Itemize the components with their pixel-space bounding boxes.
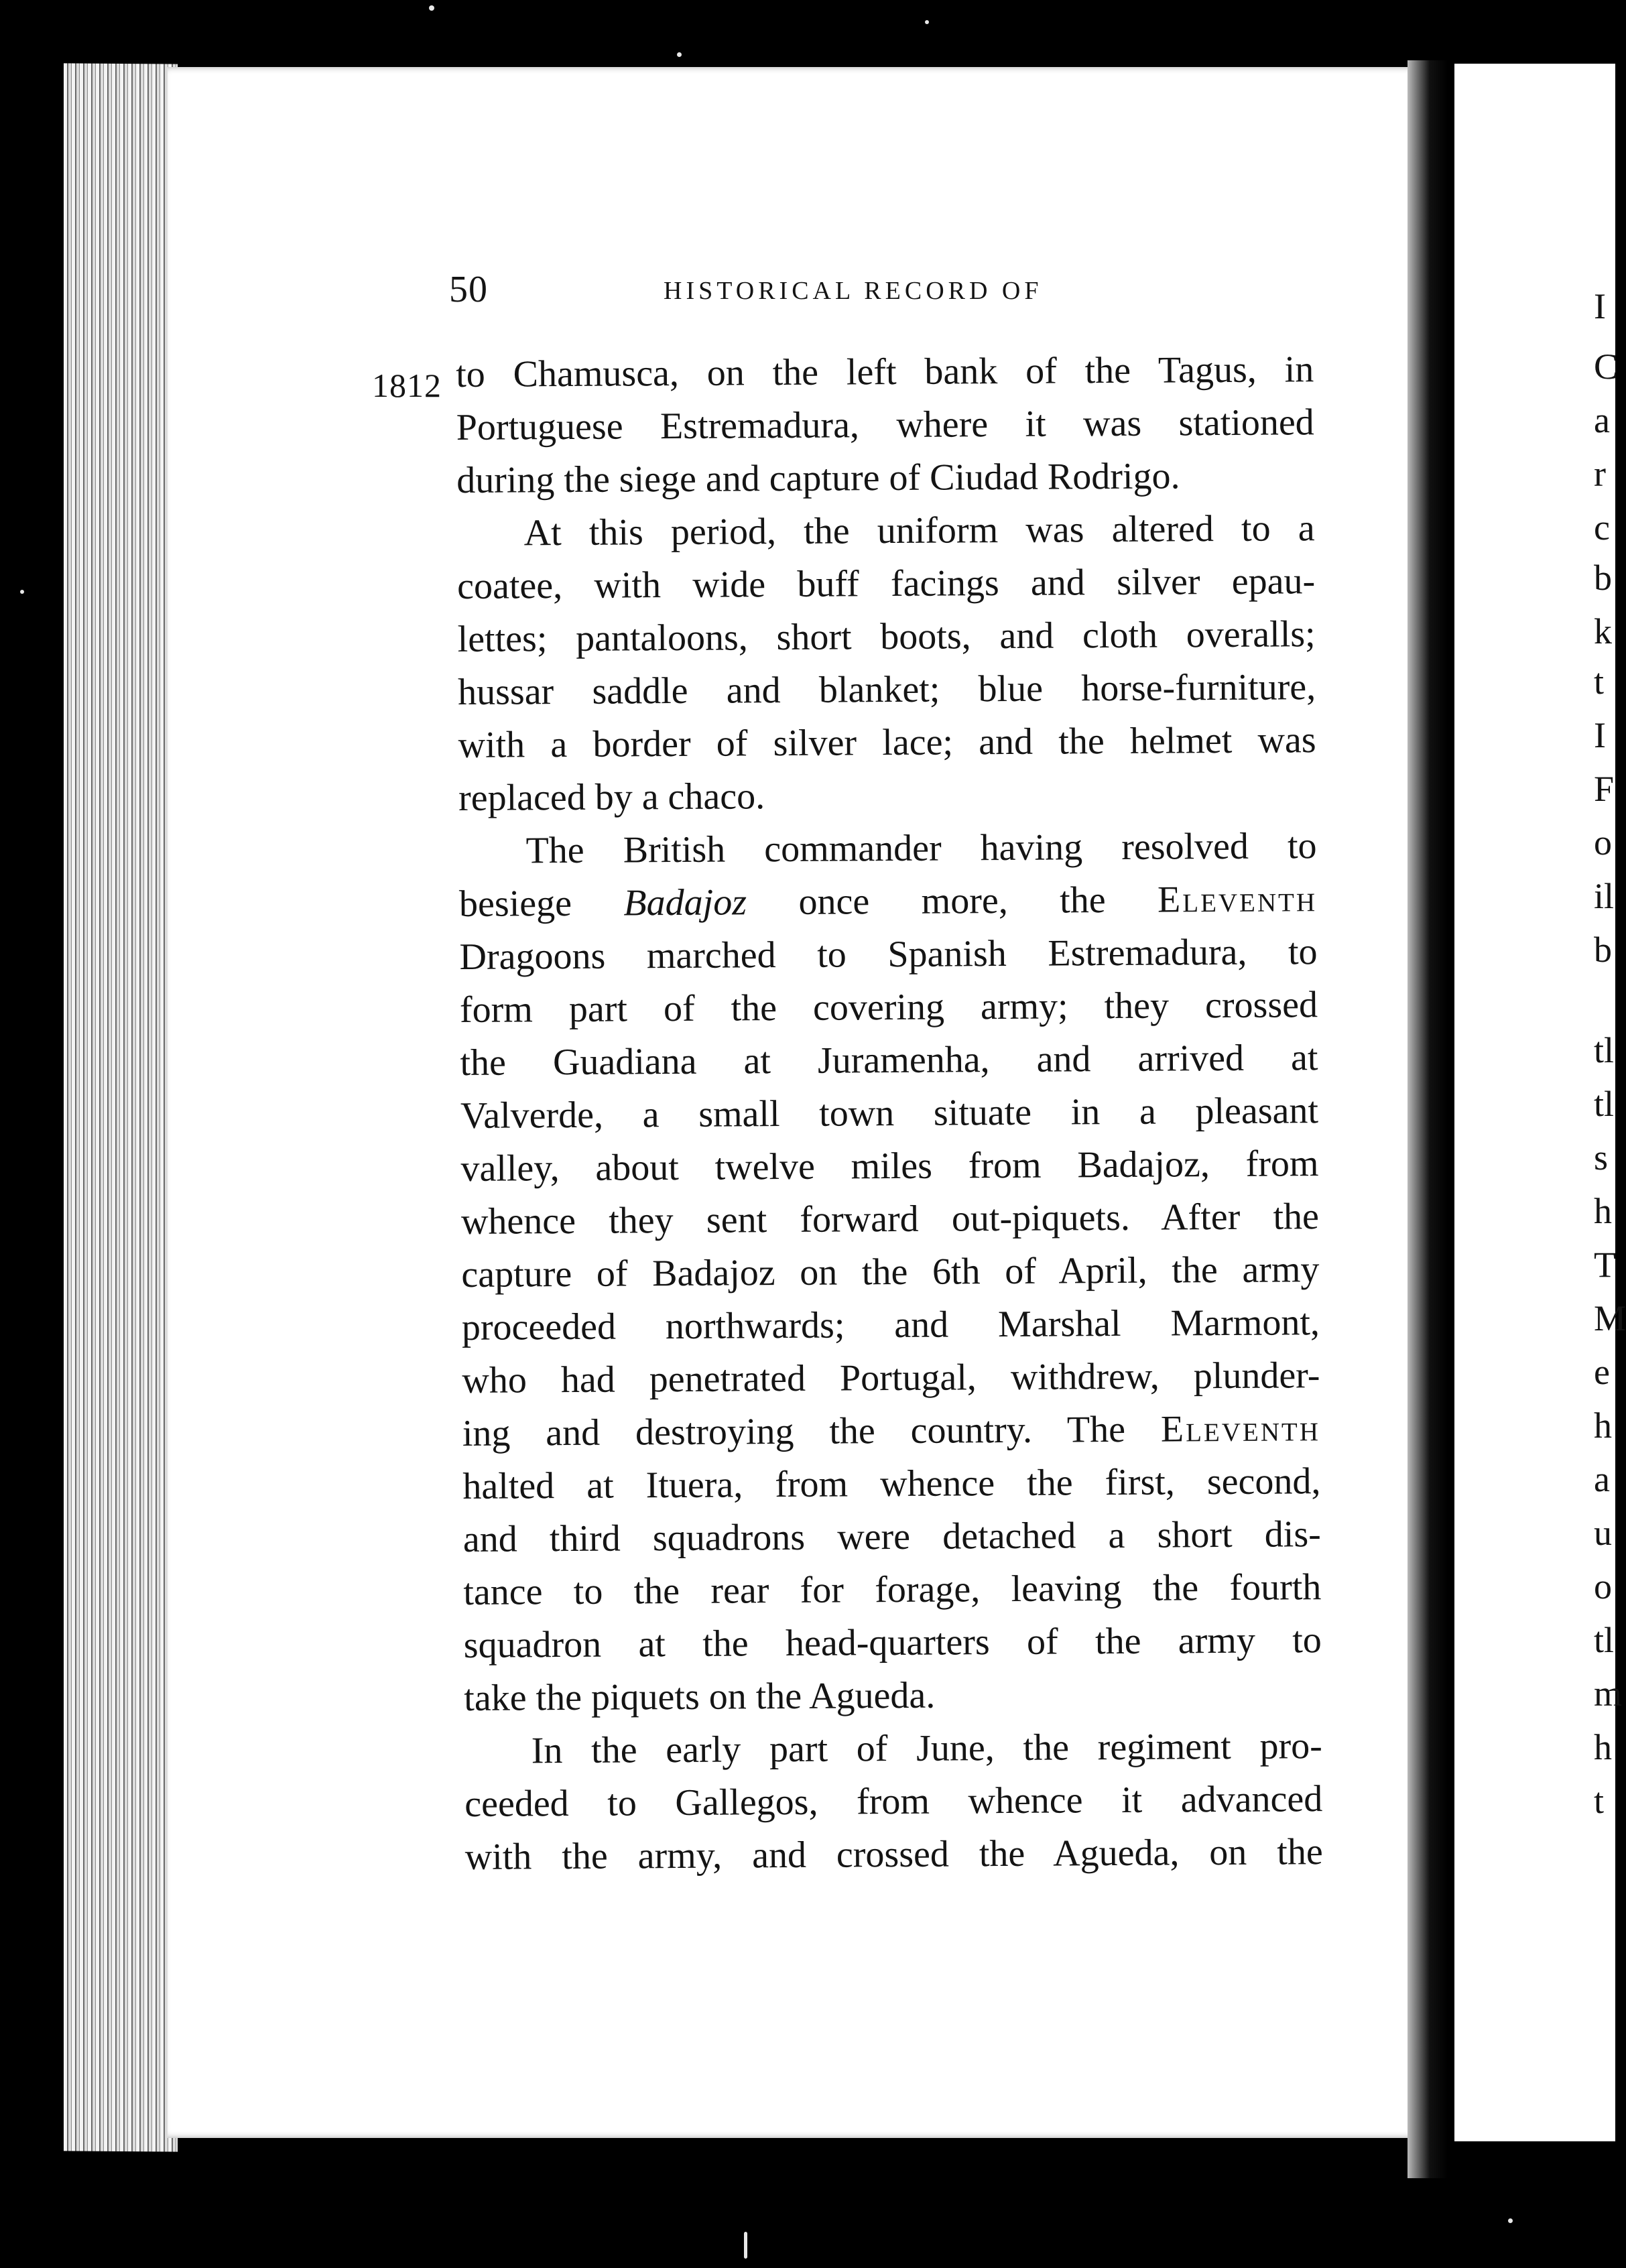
facing-page-fragment: I bbox=[1594, 286, 1606, 326]
spine-shadow bbox=[1408, 60, 1448, 2178]
text-line: replaced by a chaco. bbox=[458, 775, 765, 819]
running-title: HISTORICAL RECORD OF bbox=[664, 277, 1043, 305]
text-line: with a border of silver lace; and the helmet was bbox=[458, 719, 1316, 766]
text-line: hussar saddle and blanket; blue horse-furniture, bbox=[457, 666, 1316, 713]
facing-page-fragment: m bbox=[1594, 1674, 1623, 1714]
facing-page-fragment: e bbox=[1594, 1352, 1610, 1392]
dust-speck bbox=[677, 52, 682, 57]
facing-page-fragment: k bbox=[1594, 611, 1612, 651]
text-line: to Chamusca, on the left bank of the Tagus, in bbox=[456, 349, 1314, 395]
text-line: proceeded northwards; and Marshal Marmont, bbox=[461, 1302, 1320, 1348]
text-line: form part of the covering army; they crossed bbox=[459, 984, 1318, 1031]
text-line: take the piquets on the Agueda. bbox=[464, 1674, 936, 1719]
text-line bbox=[462, 1402, 1320, 1460]
dust-speck bbox=[744, 2232, 747, 2259]
facing-page-fragment: h bbox=[1594, 1405, 1612, 1446]
facing-page-fragment: t bbox=[1594, 1781, 1605, 1821]
text-line: In the early part of June, the regiment pro- bbox=[531, 1725, 1322, 1772]
text-line: squadron at the head-quarters of the army to bbox=[463, 1619, 1322, 1666]
dust-speck bbox=[20, 590, 24, 594]
dust-speck bbox=[1508, 2218, 1513, 2223]
text-line: with the army, and crossed the Agueda, on the bbox=[464, 1831, 1323, 1878]
text-line: valley, about twelve miles from Badajoz, from bbox=[460, 1143, 1319, 1190]
facing-page-fragment: a bbox=[1594, 400, 1610, 440]
page-edges bbox=[64, 63, 178, 2151]
dust-speck bbox=[925, 20, 929, 24]
facing-page bbox=[1454, 64, 1626, 2141]
facing-page-fragment: t bbox=[1594, 662, 1605, 702]
facing-page-fragment: u bbox=[1594, 1513, 1612, 1553]
text-line: The British commander having resolved to bbox=[525, 825, 1317, 872]
facing-page-fragment: h bbox=[1594, 1727, 1612, 1767]
facing-page-fragment: b bbox=[1594, 558, 1612, 598]
body-text bbox=[456, 343, 1323, 1884]
text-fragment: once more, the bbox=[798, 879, 1106, 923]
running-head bbox=[449, 268, 1361, 315]
text-line: the Guadiana at Juramenha, and arrived at bbox=[460, 1037, 1318, 1084]
text-line: Dragoons marched to Spanish Estremadura, to bbox=[459, 931, 1318, 978]
facing-page-fragment: M bbox=[1594, 1298, 1626, 1338]
text-line: lettes; pantaloons, short boots, and cloth overalls; bbox=[457, 613, 1316, 660]
text-line: At this period, the uniform was altered to a bbox=[523, 507, 1315, 554]
facing-page-fragment: b bbox=[1594, 930, 1612, 970]
regiment-name-smallcaps: Eleventh bbox=[1160, 1407, 1321, 1450]
text-line: during the siege and capture of Ciudad Rodrigo. bbox=[456, 455, 1180, 501]
text-fragment: besiege bbox=[458, 882, 572, 925]
facing-page-fragment: I bbox=[1594, 715, 1606, 755]
text-line: Valverde, a small town situate in a pleasant bbox=[460, 1090, 1319, 1137]
text-line bbox=[459, 873, 1317, 931]
facing-page-fragment: o bbox=[1594, 1566, 1612, 1606]
text-line: Portuguese Estremadura, where it was stationed bbox=[456, 401, 1314, 448]
facing-page-fragment: tl bbox=[1594, 1084, 1615, 1124]
text-fragment: ing and destroying the country. The bbox=[462, 1408, 1126, 1454]
text-line: halted at Ituera, from whence the first, second, bbox=[462, 1460, 1321, 1507]
text-line: ceeded to Gallegos, from whence it advanced bbox=[464, 1778, 1323, 1825]
text-line: coatee, with wide buff facings and silver epau- bbox=[456, 560, 1316, 607]
italic-place-name: Badajoz bbox=[623, 881, 747, 924]
text-line: capture of Badajoz on the 6th of April, the army bbox=[461, 1249, 1320, 1296]
facing-page-fragment: r bbox=[1594, 454, 1606, 494]
facing-page-fragment: F bbox=[1594, 769, 1615, 809]
facing-page-fragment: T bbox=[1594, 1245, 1616, 1285]
facing-page-fragment: s bbox=[1594, 1137, 1609, 1178]
margin-year: 1812 bbox=[372, 367, 442, 404]
facing-page-fragment: il bbox=[1594, 876, 1615, 916]
facing-page-fragment: h bbox=[1594, 1191, 1612, 1231]
facing-page-fragment: a bbox=[1594, 1459, 1610, 1499]
facing-page-fragment: c bbox=[1594, 507, 1610, 548]
dust-speck bbox=[429, 5, 434, 11]
page-number: 50 bbox=[449, 269, 488, 310]
facing-page-fragment: tl bbox=[1594, 1030, 1615, 1070]
text-line: whence they sent forward out-piquets. After the bbox=[460, 1196, 1320, 1243]
facing-page-fragment: C bbox=[1594, 346, 1619, 387]
text-line: who had penetrated Portugal, withdrew, plunder- bbox=[462, 1354, 1320, 1401]
facing-page-fragment: tl bbox=[1594, 1620, 1615, 1660]
facing-page-fragment: o bbox=[1594, 822, 1612, 863]
text-line: and third squadrons were detached a short dis- bbox=[462, 1513, 1322, 1560]
text-line: tance to the rear for forage, leaving the fourth bbox=[463, 1566, 1322, 1613]
regiment-name-smallcaps: Eleventh bbox=[1157, 878, 1318, 921]
